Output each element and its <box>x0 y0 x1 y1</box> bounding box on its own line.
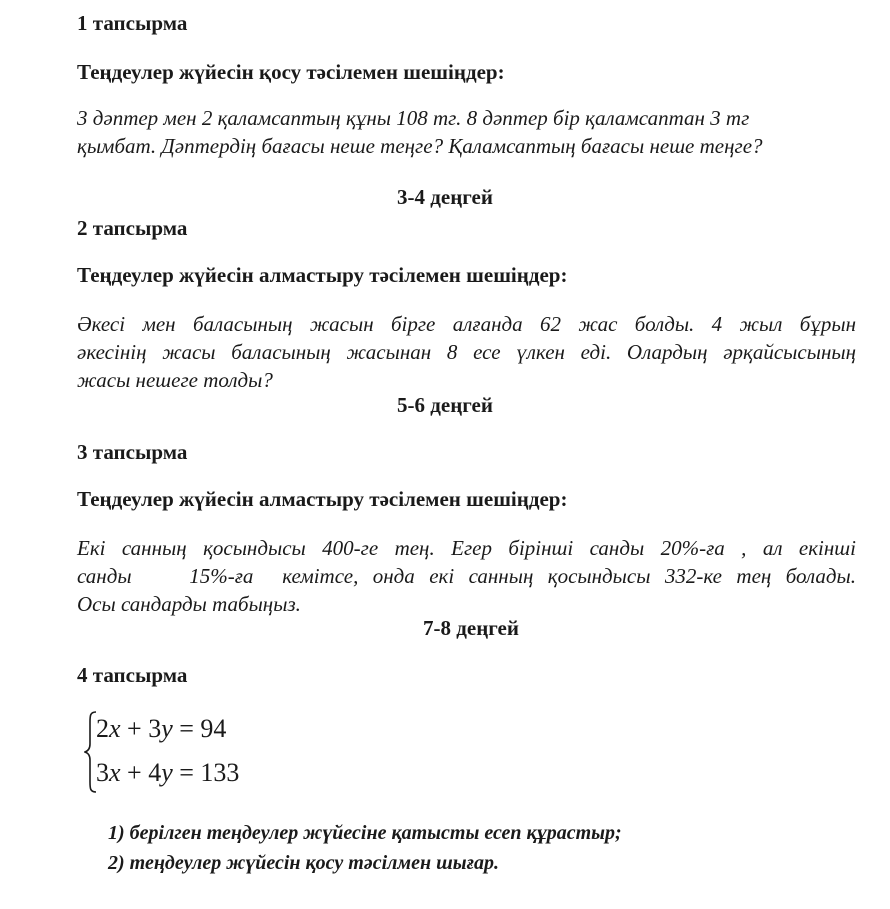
equation-1-var-x: x <box>109 714 121 743</box>
task2-problem <box>77 310 856 394</box>
equation-2 <box>96 758 239 788</box>
equation-1-op: + <box>120 714 149 743</box>
task4-step-2: 2) теңдеулер жүйесін қосу тәсілмен шығар. <box>108 852 500 874</box>
equation-1-coef-b: 3 <box>148 714 162 743</box>
equation-1-rhs: = 94 <box>172 714 227 743</box>
level-heading-7-8: 7-8 деңгей <box>423 616 519 640</box>
task4-step-1: 1) берілген теңдеулер жүйесіне қатысты есеп құрастыр; <box>108 822 622 844</box>
task3-title: 3 тапсырма <box>77 440 188 464</box>
task2-problem-line: жасы нешеге толды? <box>77 368 273 392</box>
equation-1 <box>96 714 226 744</box>
task3-problem-line: Осы сандарды табыңыз. <box>77 592 301 616</box>
task4-title: 4 тапсырма <box>77 663 188 687</box>
equation-2-op: + <box>120 758 149 787</box>
task1-problem-line: 3 дәптер мен 2 қаламсаптың құны 108 тг. 8 дәптер бір қаламсаптан 3 тг <box>77 106 750 130</box>
equation-2-var-x: x <box>109 758 121 787</box>
equation-2-coef-a: 3 <box>96 758 109 787</box>
equation-2-var-y: y <box>161 758 173 787</box>
task1-problem-line: қымбат. Дәптердің бағасы неше теңге? Қаламсаптың бағасы неше теңге? <box>77 134 763 158</box>
equation-1-var-y: y <box>161 714 173 743</box>
task3-problem <box>77 534 856 618</box>
task1-problem <box>77 104 856 160</box>
task2-problem-line: Әкесі мен баласының жасын бірге алғанда 62 жас болды. 4 жыл бұрын <box>77 312 856 336</box>
task1-title: 1 тапсырма <box>77 11 188 35</box>
level-heading-5-6: 5-6 деңгей <box>397 393 493 417</box>
equation-system <box>84 710 284 794</box>
task3-problem-line: санды 15%-ға кемітсе, онда екі санның қосындысы 332-ке тең болады. <box>77 564 856 588</box>
level-heading-3-4: 3-4 деңгей <box>397 185 493 209</box>
task2-instruction: Теңдеулер жүйесін алмастыру тәсілемен шешіңдер: <box>77 263 568 287</box>
task2-title: 2 тапсырма <box>77 216 188 240</box>
task1-instruction: Теңдеулер жүйесін қосу тәсілемен шешіңдер: <box>77 60 505 84</box>
task3-instruction: Теңдеулер жүйесін алмастыру тәсілемен шешіңдер: <box>77 487 568 511</box>
equation-2-rhs: = 133 <box>172 758 240 787</box>
equation-2-coef-b: 4 <box>148 758 162 787</box>
task2-problem-line: әкесінің жасы баласының жасынан 8 есе үлкен еді. Олардың әрқайсысының <box>77 340 856 364</box>
equation-1-coef-a: 2 <box>96 714 109 743</box>
task3-problem-line: Екі санның қосындысы 400-ге тең. Егер бірінші санды 20%-ға , ал екінші <box>77 536 856 560</box>
